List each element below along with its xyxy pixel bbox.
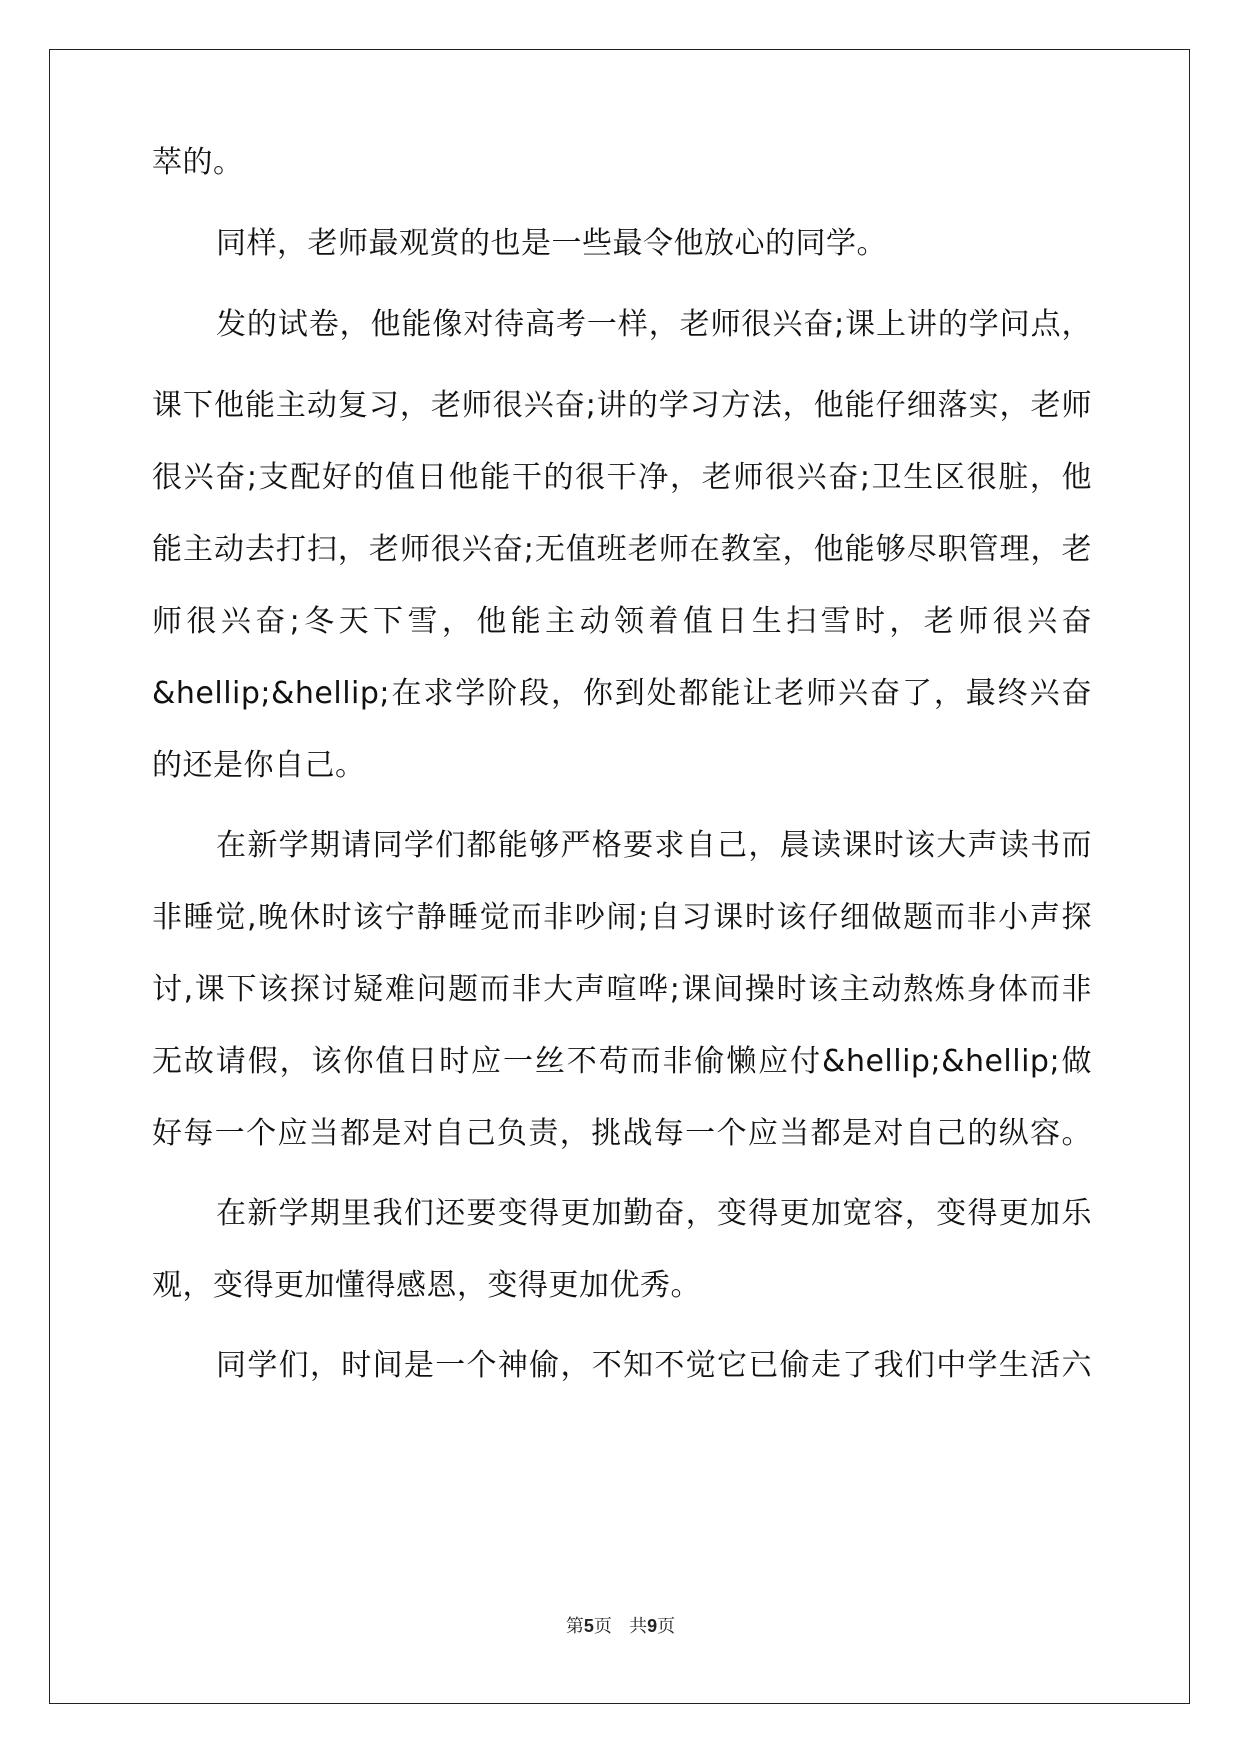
footer-prefix: 第 bbox=[565, 1616, 584, 1637]
text-line-13: 无故请假，该你值日时应一丝不苟而非偷懒应付&hellip;&hellip;做 bbox=[152, 1044, 1092, 1079]
text-line-14: 好每一个应当都是对自己负责，挑战每一个应当都是对自己的纵容。 bbox=[152, 1116, 1092, 1151]
text-line-10: 在新学期请同学们都能够严格要求自己，晨读课时该大声读书而 bbox=[216, 828, 1092, 863]
footer-middle: 页 共 bbox=[593, 1616, 648, 1637]
text-line-4: 课下他能主动复习，老师很兴奋;讲的学习方法，他能仔细落实，老师 bbox=[152, 388, 1092, 423]
page-footer bbox=[0, 1612, 1241, 1638]
text-line-16: 观，变得更加懂得感恩，变得更加优秀。 bbox=[152, 1268, 701, 1303]
text-line-1: 萃的。 bbox=[152, 145, 244, 180]
text-line-5: 很兴奋;支配好的值日他能干的很干净，老师很兴奋;卫生区很脏，他 bbox=[152, 460, 1092, 495]
current-page-number: 5 bbox=[583, 1616, 594, 1636]
text-line-6: 能主动去打扫，老师很兴奋;无值班老师在教室，他能够尽职管理，老 bbox=[152, 532, 1092, 567]
total-pages-number: 9 bbox=[647, 1616, 658, 1636]
text-line-3: 发的试卷，他能像对待高考一样，老师很兴奋;课上讲的学问点， bbox=[216, 307, 1092, 342]
footer-suffix: 页 bbox=[657, 1616, 676, 1637]
text-line-12: 讨,课下该探讨疑难问题而非大声喧哗;课间操时该主动熬炼身体而非 bbox=[152, 972, 1092, 1007]
text-line-8: &hellip;&hellip;在求学阶段，你到处都能让老师兴奋了，最终兴奋 bbox=[152, 676, 1092, 711]
text-line-2: 同样，老师最观赏的也是一些最令他放心的同学。 bbox=[216, 226, 887, 261]
text-line-11: 非睡觉,晚休时该宁静睡觉而非吵闹;自习课时该仔细做题而非小声探 bbox=[152, 900, 1092, 935]
text-line-17: 同学们，时间是一个神偷，不知不觉它已偷走了我们中学生活六 bbox=[216, 1348, 1092, 1383]
text-line-15: 在新学期里我们还要变得更加勤奋，变得更加宽容，变得更加乐 bbox=[216, 1196, 1092, 1231]
text-line-7: 师很兴奋;冬天下雪，他能主动领着值日生扫雪时，老师很兴奋 bbox=[152, 604, 1092, 639]
text-line-9: 的还是你自己。 bbox=[152, 748, 366, 783]
page-border bbox=[49, 49, 1190, 1704]
